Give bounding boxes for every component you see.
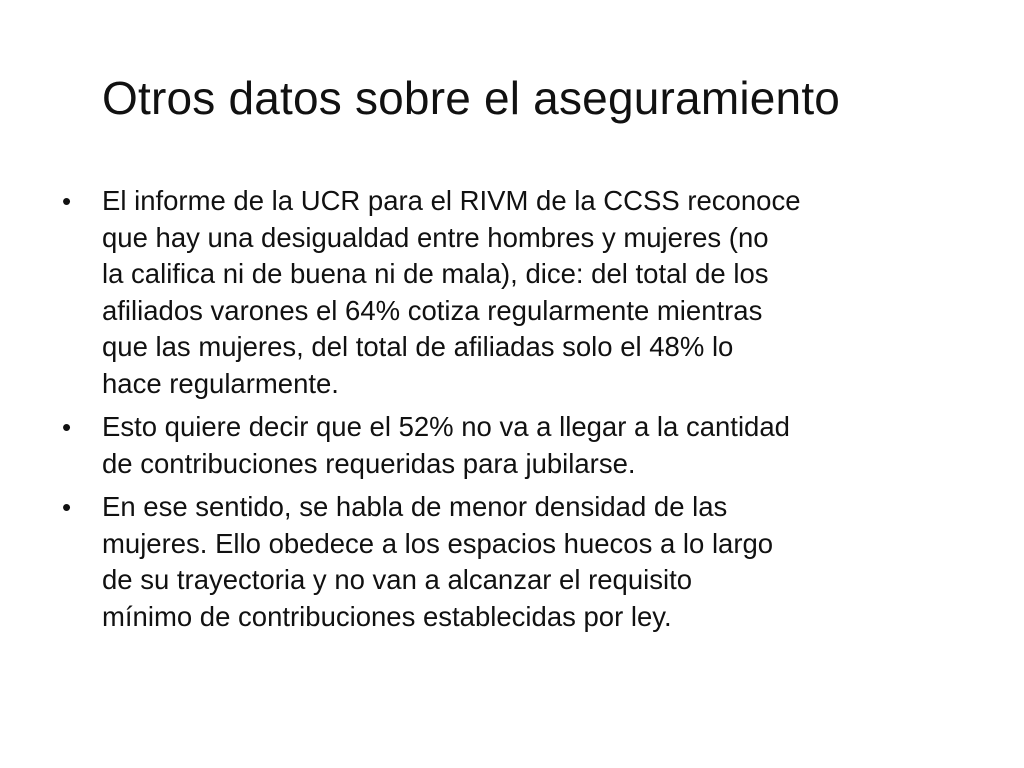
bullet-item bbox=[62, 183, 972, 402]
bullet-text: El informe de la UCR para el RIVM de la CCSS reconoce que hay una desigualdad entre hombres y mujeres (no la califica ni de buena ni de mala), dice: del total de los afiliados varones el 64% cotiza regularmente mientras que las mujeres, del total de afiliadas solo el 48% lo hace regularmente. bbox=[102, 185, 801, 399]
bullet-icon: • bbox=[62, 186, 72, 216]
bullet-text: En ese sentido, se habla de menor densidad de las mujeres. Ello obedece a los espacios huecos a lo largo de su trayectoria y no van a alcanzar el requisito mínimo de contribuciones establecidas por ley. bbox=[102, 491, 774, 632]
bullet-icon: • bbox=[62, 412, 72, 442]
slide-title: Otros datos sobre el aseguramiento bbox=[102, 72, 841, 124]
bullet-icon: • bbox=[62, 492, 72, 522]
bullet-list bbox=[62, 183, 972, 642]
bullet-item bbox=[62, 489, 972, 635]
bullet-item bbox=[62, 409, 972, 482]
bullet-text: Esto quiere decir que el 52% no va a llegar a la cantidad de contribuciones requeridas para jubilarse. bbox=[102, 411, 790, 479]
